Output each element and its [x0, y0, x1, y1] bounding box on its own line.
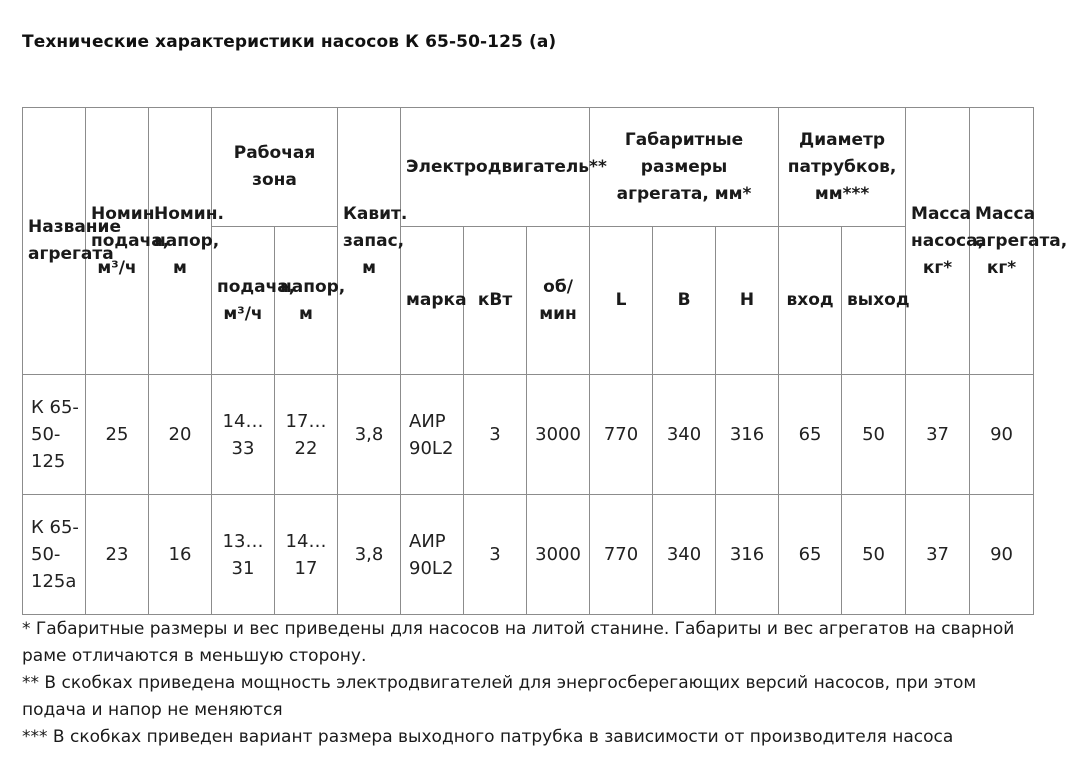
cell-nom-head: 16 — [149, 495, 212, 615]
cell-nom-flow: 23 — [86, 495, 149, 615]
cell-work-head: 17…22 — [275, 375, 338, 495]
header-nom-flow: Номин. подача, м³/ч — [86, 108, 149, 375]
page-title: Технические характеристики насосов К 65-50-125 (а) — [22, 32, 557, 52]
footnote-nozzle-size: *** В скобках приведен вариант размера выходного патрубка в зависимости от производителя насоса — [22, 727, 954, 747]
header-dim-b: B — [653, 227, 716, 375]
header-dimensions: Габаритные размеры агрегата, мм* — [590, 108, 779, 227]
cell-dim-b: 340 — [653, 375, 716, 495]
cell-dim-b: 340 — [653, 495, 716, 615]
pump-specs-table — [22, 107, 1067, 615]
cell-dim-h: 316 — [716, 375, 779, 495]
cell-motor-mark: АИР 90L2 — [401, 495, 464, 615]
header-motor: Электродвигатель** — [401, 108, 590, 227]
cell-nom-flow: 25 — [86, 375, 149, 495]
cell-dim-l: 770 — [590, 375, 653, 495]
cell-cavitation: 3,8 — [338, 495, 401, 615]
cell-diam-out: 50 — [842, 375, 906, 495]
header-nom-head: Номин. напор, м — [149, 108, 212, 375]
table-row — [23, 495, 1034, 615]
header-dim-l: L — [590, 227, 653, 375]
header-work-head: напор, м — [275, 227, 338, 375]
cell-motor-rpm: 3000 — [527, 495, 590, 615]
cell-motor-kw: 3 — [464, 495, 527, 615]
header-row-top — [23, 108, 1034, 227]
header-unit-mass: Масса агрегата, кг* — [970, 108, 1034, 375]
header-diam-in: вход — [779, 227, 842, 375]
header-motor-kw: кВт — [464, 227, 527, 375]
cell-work-flow: 14…33 — [212, 375, 275, 495]
cell-diam-in: 65 — [779, 495, 842, 615]
footnotes — [22, 616, 1032, 751]
cell-nom-head: 20 — [149, 375, 212, 495]
header-nozzle-diameter: Диаметр патрубков, мм*** — [779, 108, 906, 227]
cell-name: К 65-50-125 — [23, 375, 86, 495]
header-cavitation: Кавит. запас, м — [338, 108, 401, 375]
cell-work-head: 14…17 — [275, 495, 338, 615]
footnote-motor-power: ** В скобках приведена мощность электродвигателей для энергосберегающих версий насосов, при этом подача и напор не меняются — [22, 673, 977, 720]
cell-unit-mass: 90 — [970, 495, 1034, 615]
header-pump-mass: Масса насоса, кг* — [906, 108, 970, 375]
cell-cavitation: 3,8 — [338, 375, 401, 495]
cell-unit-mass: 90 — [970, 375, 1034, 495]
cell-diam-in: 65 — [779, 375, 842, 495]
cell-pump-mass: 37 — [906, 495, 970, 615]
cell-motor-mark: АИР 90L2 — [401, 375, 464, 495]
header-work-flow: подача, м³/ч — [212, 227, 275, 375]
cell-diam-out: 50 — [842, 495, 906, 615]
cell-dim-l: 770 — [590, 495, 653, 615]
header-dim-h: H — [716, 227, 779, 375]
cell-name: К 65-50-125а — [23, 495, 86, 615]
header-motor-rpm: об/мин — [527, 227, 590, 375]
table-row — [23, 375, 1034, 495]
cell-work-flow: 13…31 — [212, 495, 275, 615]
cell-dim-h: 316 — [716, 495, 779, 615]
header-motor-mark: марка — [401, 227, 464, 375]
cell-motor-rpm: 3000 — [527, 375, 590, 495]
header-work-zone: Рабочая зона — [212, 108, 338, 227]
cell-pump-mass: 37 — [906, 375, 970, 495]
footnote-dimensions: * Габаритные размеры и вес приведены для насосов на литой станине. Габариты и вес агрегатов на сварной раме отличаются в меньшую сторону. — [22, 619, 1015, 666]
header-diam-out: выход — [842, 227, 906, 375]
header-name: Название агрегата — [23, 108, 86, 375]
cell-motor-kw: 3 — [464, 375, 527, 495]
